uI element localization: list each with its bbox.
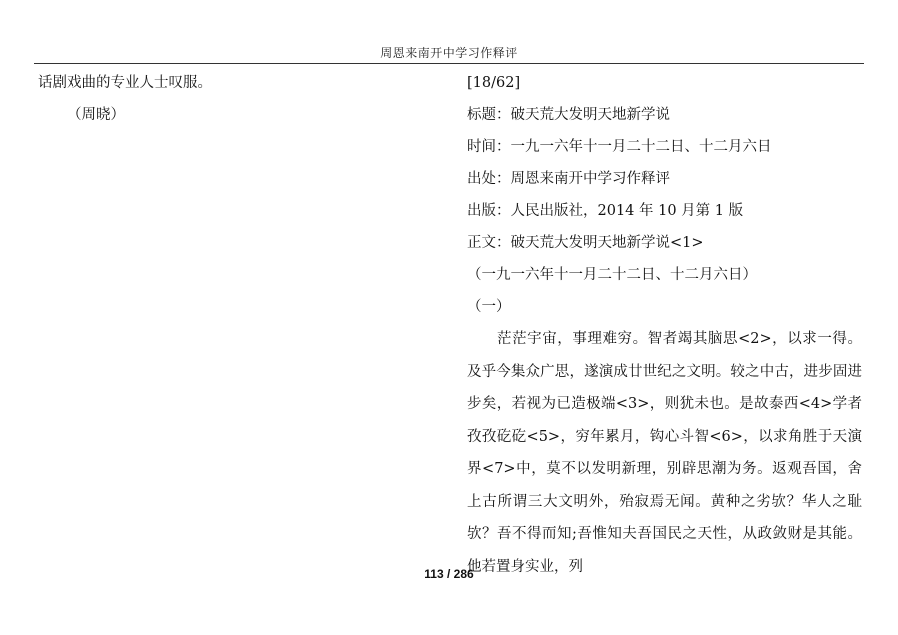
right-column	[467, 67, 862, 583]
body-heading: 正文：破天荒大发明天地新学说<1>	[467, 235, 704, 251]
date-subheading: （一九一六年十一月二十二日、十二月六日）	[467, 267, 757, 283]
running-header: 周恩来南开中学习作释评	[380, 46, 518, 60]
author-attribution: （周晓）	[67, 107, 125, 123]
header-divider	[34, 63, 864, 64]
title-field: 标题：破天荒大发明天地新学说	[467, 107, 670, 123]
section-mark: （一）	[467, 299, 511, 315]
body-paragraph: 茫茫宇宙，事理难穷。智者竭其脑思<2>，以求一得。及乎今集众广思，遂演成廿世纪之文明。较之中古，进步固进步矣，若视为已造极端<3>，则犹未也。是故泰西<4>学者孜孜矻矻<5>，穷年累月，钩心斗智<6>，以求角胜于天演界<7>中，莫不以发明新理，别辟思潮为务。返观吾国，舍上古所谓三大文明外，殆寂焉无闻。黄种之劣欤？华人之耻欤？吾不得而知;吾惟知夫吾国民之天性，从政敛财是其能。他若置身实业，列	[467, 331, 862, 575]
source-field: 出处：周恩来南开中学习作释评	[467, 171, 670, 187]
entry-number: [18/62]	[467, 75, 521, 91]
time-field: 时间：一九一六年十一月二十二日、十二月六日	[467, 139, 772, 155]
left-column	[38, 67, 428, 131]
page-number: 113 / 286	[424, 567, 474, 581]
left-text-line: 话剧戏曲的专业人士叹服。	[38, 75, 212, 91]
publisher-field: 出版：人民出版社，2014 年 10 月第 1 版	[467, 203, 744, 219]
